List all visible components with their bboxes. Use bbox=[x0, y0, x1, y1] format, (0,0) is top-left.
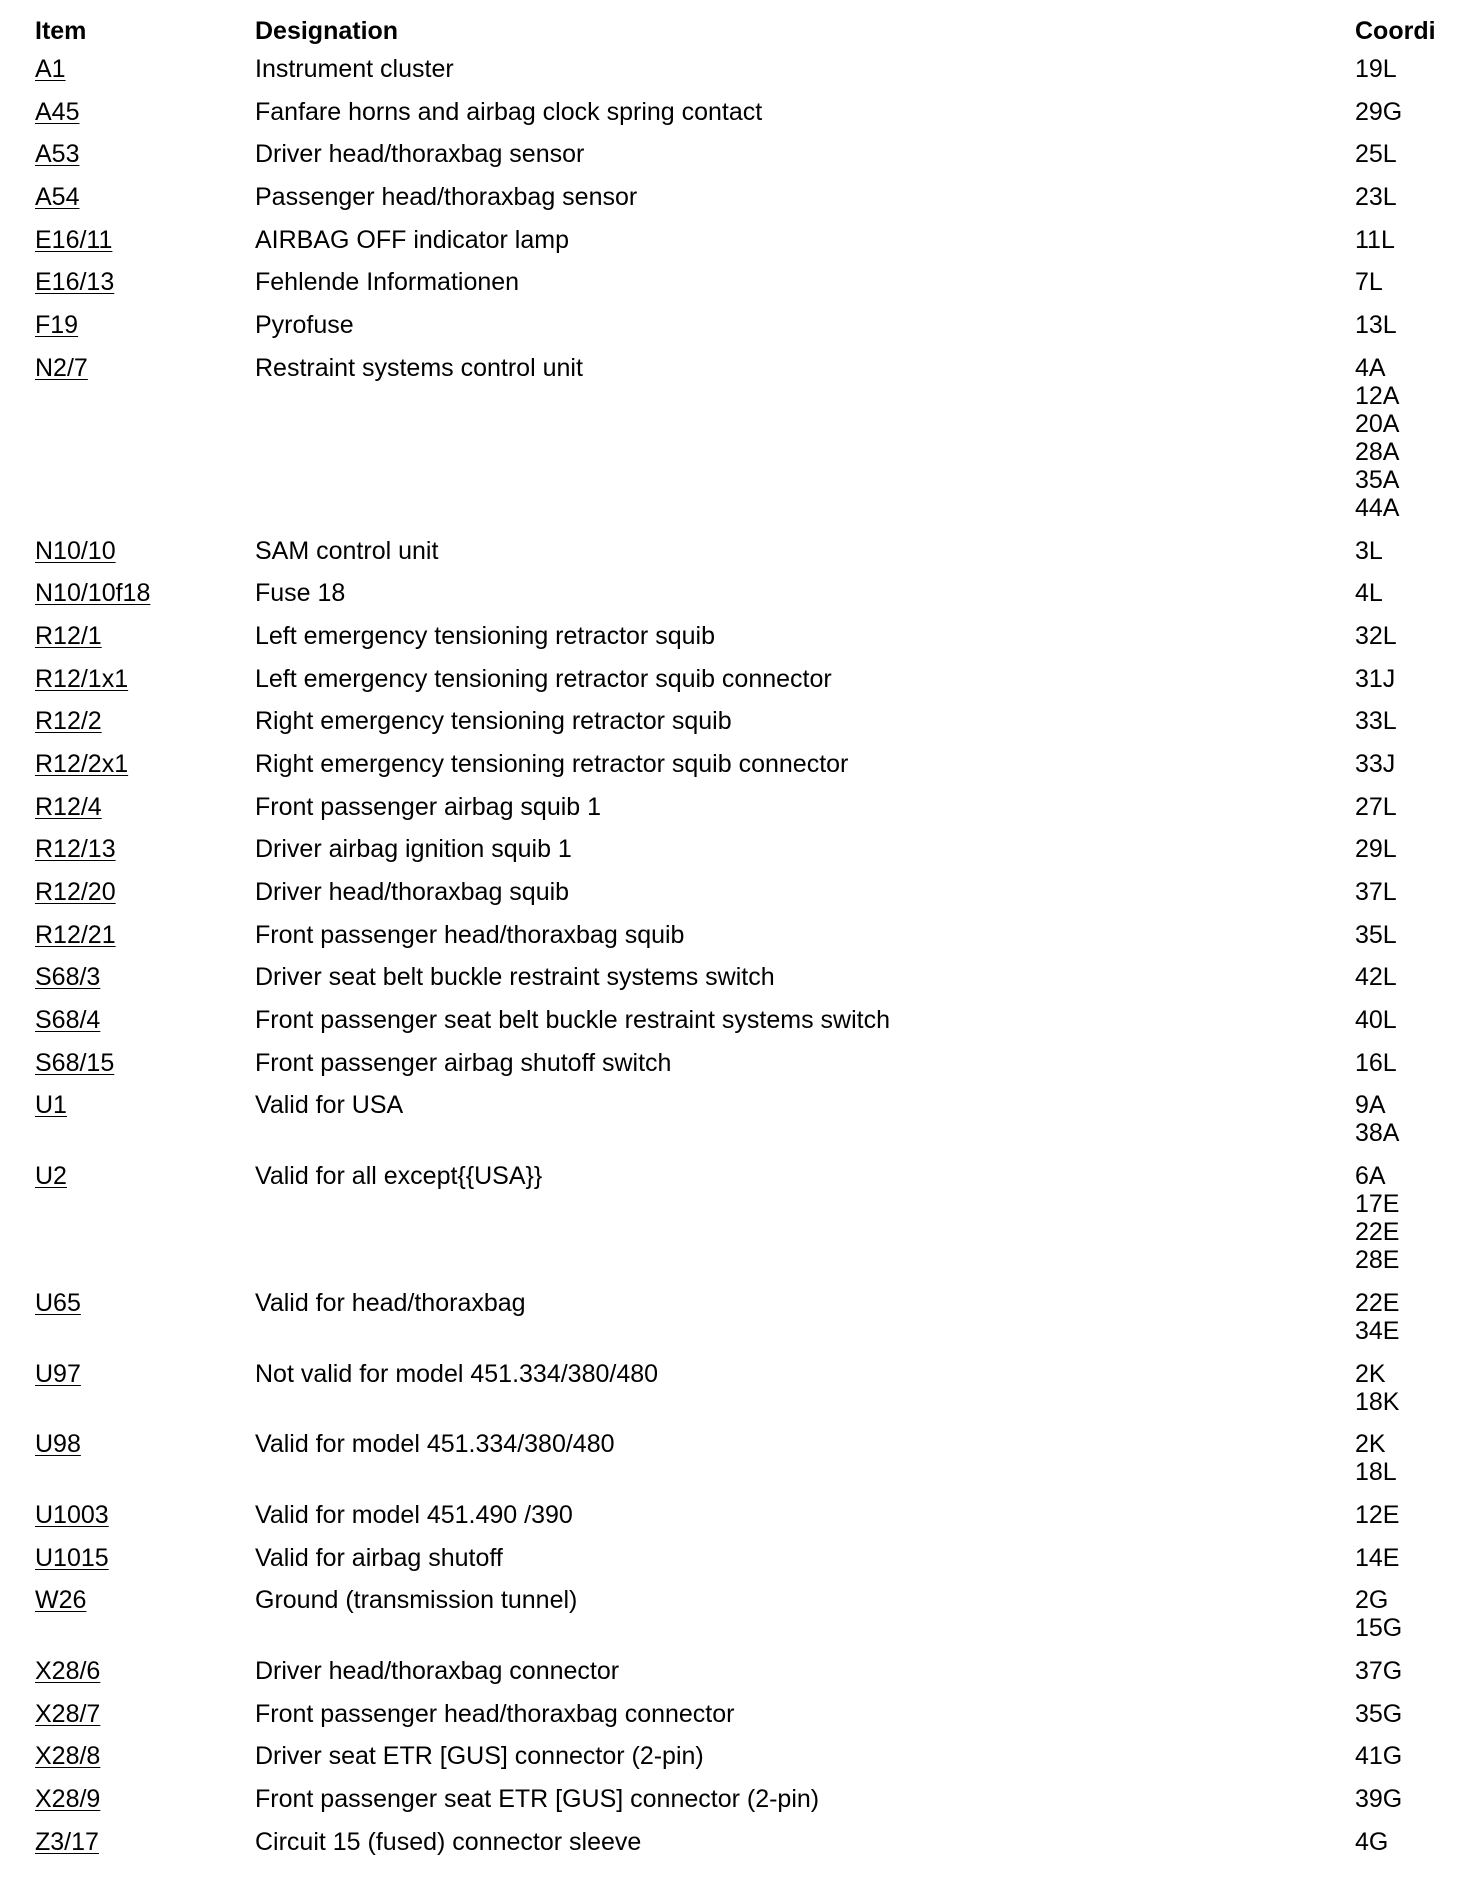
coordinates-cell: 4L bbox=[1355, 579, 1383, 608]
coordinates-cell: 33L bbox=[1355, 707, 1397, 736]
coordinates-cell: 29G bbox=[1355, 97, 1403, 126]
designation-cell: Driver airbag ignition squib 1 bbox=[255, 835, 572, 864]
designation-cell: Driver head/thoraxbag squib bbox=[255, 878, 570, 906]
item-cell bbox=[35, 1501, 255, 1544]
coordinates-cell: 2K 18L bbox=[1355, 1430, 1397, 1487]
designation-cell: Front passenger seat belt buckle restraint systems switch bbox=[255, 1006, 890, 1035]
table-row bbox=[35, 55, 1472, 98]
coordinates-cell: 9A 38A bbox=[1355, 1091, 1400, 1148]
component-legend-table bbox=[35, 17, 1472, 1870]
coordinates-column-header: Coordi bbox=[1355, 17, 1436, 45]
item-cell bbox=[35, 921, 255, 964]
table-row bbox=[35, 1162, 1472, 1289]
item-link[interactable]: E16/11 bbox=[35, 225, 113, 254]
item-cell bbox=[35, 665, 255, 708]
table-row bbox=[35, 1091, 1472, 1162]
item-cell bbox=[35, 268, 255, 311]
coordinates-cell: 37L bbox=[1355, 878, 1397, 906]
item-cell bbox=[35, 1049, 255, 1092]
designation-cell: Not valid for model 451.334/380/480 bbox=[255, 1359, 659, 1388]
item-cell bbox=[35, 1091, 255, 1162]
item-link[interactable]: A1 bbox=[35, 55, 66, 83]
item-link[interactable]: S68/15 bbox=[35, 1048, 115, 1077]
item-link[interactable]: U1015 bbox=[35, 1543, 109, 1572]
table-row bbox=[35, 878, 1472, 921]
item-link[interactable]: R12/13 bbox=[35, 835, 116, 864]
designation-cell: Driver head/thoraxbag connector bbox=[255, 1656, 620, 1685]
coordinates-cell: 2K 18K bbox=[1355, 1359, 1400, 1416]
coordinates-cell: 39G bbox=[1355, 1785, 1403, 1813]
coordinates-cell: 41G bbox=[1355, 1742, 1403, 1771]
item-cell bbox=[35, 793, 255, 836]
item-cell bbox=[35, 1700, 255, 1743]
coordinates-cell: 19L bbox=[1355, 55, 1397, 83]
item-link[interactable]: U97 bbox=[35, 1359, 81, 1388]
item-link[interactable]: Z3/17 bbox=[35, 1827, 99, 1856]
designation-cell: Restraint systems control unit bbox=[255, 353, 583, 382]
designation-cell: Valid for model 451.490 /390 bbox=[255, 1500, 573, 1529]
table-row bbox=[35, 183, 1472, 226]
designation-cell: Fehlende Informationen bbox=[255, 268, 520, 297]
designation-cell: Valid for head/thoraxbag bbox=[255, 1288, 526, 1317]
table-row bbox=[35, 750, 1472, 793]
designation-cell: Front passenger head/thoraxbag connector bbox=[255, 1699, 735, 1728]
item-cell bbox=[35, 1586, 255, 1657]
table-row bbox=[35, 1006, 1472, 1049]
item-cell bbox=[35, 579, 255, 622]
table-row bbox=[35, 1501, 1472, 1544]
designation-cell: Fuse 18 bbox=[255, 579, 346, 608]
table-row bbox=[35, 1544, 1472, 1587]
designation-cell: Valid for all except{{USA}} bbox=[255, 1162, 543, 1191]
designation-cell: Circuit 15 (fused) connector sleeve bbox=[255, 1827, 642, 1856]
item-cell bbox=[35, 963, 255, 1006]
table-row bbox=[35, 707, 1472, 750]
table-row bbox=[35, 311, 1472, 354]
item-cell bbox=[35, 1785, 255, 1828]
table-row bbox=[35, 268, 1472, 311]
table-row bbox=[35, 1289, 1472, 1360]
item-column-header: Item bbox=[35, 17, 87, 45]
item-cell bbox=[35, 835, 255, 878]
coordinates-cell: 7L bbox=[1355, 268, 1383, 297]
designation-cell: AIRBAG OFF indicator lamp bbox=[255, 225, 569, 254]
item-cell bbox=[35, 1544, 255, 1587]
coordinates-cell: 37G bbox=[1355, 1656, 1403, 1685]
item-cell bbox=[35, 1742, 255, 1785]
table-row bbox=[35, 1828, 1472, 1871]
coordinates-cell: 2G 15G bbox=[1355, 1586, 1403, 1643]
coordinates-cell: 35G bbox=[1355, 1699, 1403, 1728]
designation-cell: Instrument cluster bbox=[255, 55, 454, 83]
designation-cell: Valid for USA bbox=[255, 1091, 404, 1120]
item-link[interactable]: F19 bbox=[35, 311, 79, 340]
designation-cell: Left emergency tensioning retractor squib connector bbox=[255, 664, 832, 693]
item-cell bbox=[35, 707, 255, 750]
coordinates-cell: 3L bbox=[1355, 536, 1383, 565]
item-cell bbox=[35, 878, 255, 921]
item-link[interactable]: R12/2x1 bbox=[35, 749, 129, 778]
item-cell bbox=[35, 183, 255, 226]
table-header bbox=[35, 17, 1472, 55]
item-cell bbox=[35, 55, 255, 98]
coordinates-cell: 6A 17E 22E 28E bbox=[1355, 1162, 1400, 1275]
item-link[interactable]: R12/20 bbox=[35, 878, 116, 906]
table-row bbox=[35, 835, 1472, 878]
table-row bbox=[35, 921, 1472, 964]
coordinates-cell: 42L bbox=[1355, 963, 1397, 992]
item-link[interactable]: R12/1x1 bbox=[35, 664, 129, 693]
coordinates-cell: 16L bbox=[1355, 1048, 1397, 1077]
table-row bbox=[35, 665, 1472, 708]
item-link[interactable]: U65 bbox=[35, 1288, 81, 1317]
item-cell bbox=[35, 750, 255, 793]
table-body bbox=[35, 55, 1472, 1870]
table-row bbox=[35, 1586, 1472, 1657]
coordinates-cell: 12E bbox=[1355, 1500, 1400, 1529]
item-cell bbox=[35, 1430, 255, 1501]
item-link[interactable]: N10/10 bbox=[35, 536, 116, 565]
designation-cell: Right emergency tensioning retractor squib connector bbox=[255, 749, 849, 778]
designation-cell: Right emergency tensioning retractor squib bbox=[255, 707, 732, 736]
item-cell bbox=[35, 1828, 255, 1871]
coordinates-cell: 13L bbox=[1355, 311, 1397, 340]
coordinates-cell: 23L bbox=[1355, 183, 1397, 212]
coordinates-cell: 40L bbox=[1355, 1006, 1397, 1035]
header-row bbox=[35, 17, 1472, 55]
item-link[interactable]: R12/4 bbox=[35, 792, 102, 821]
item-link[interactable]: S68/3 bbox=[35, 963, 101, 992]
coordinates-cell: 31J bbox=[1355, 664, 1396, 693]
item-cell bbox=[35, 1162, 255, 1289]
designation-cell: Driver seat ETR [GUS] connector (2-pin) bbox=[255, 1742, 704, 1771]
item-link[interactable]: X28/9 bbox=[35, 1785, 101, 1813]
table-row bbox=[35, 1742, 1472, 1785]
item-link[interactable]: U1003 bbox=[35, 1500, 109, 1529]
table-row bbox=[35, 537, 1472, 580]
item-link[interactable]: U98 bbox=[35, 1430, 81, 1459]
coordinates-cell: 33J bbox=[1355, 749, 1396, 778]
coordinates-cell: 29L bbox=[1355, 835, 1397, 864]
item-cell bbox=[35, 226, 255, 269]
item-link[interactable]: A53 bbox=[35, 140, 80, 169]
item-link[interactable]: X28/6 bbox=[35, 1656, 101, 1685]
coordinates-cell: 27L bbox=[1355, 792, 1397, 821]
item-link[interactable]: X28/7 bbox=[35, 1699, 101, 1728]
item-link[interactable]: A45 bbox=[35, 97, 80, 126]
item-cell bbox=[35, 1289, 255, 1360]
item-cell bbox=[35, 537, 255, 580]
coordinates-cell: 11L bbox=[1355, 225, 1395, 254]
item-link[interactable]: A54 bbox=[35, 183, 80, 212]
designation-cell: Driver head/thoraxbag sensor bbox=[255, 140, 585, 169]
item-link[interactable]: U1 bbox=[35, 1091, 67, 1120]
item-cell bbox=[35, 140, 255, 183]
item-link[interactable]: R12/21 bbox=[35, 920, 116, 949]
coordinates-cell: 32L bbox=[1355, 621, 1397, 650]
item-cell bbox=[35, 1006, 255, 1049]
designation-cell: Valid for airbag shutoff bbox=[255, 1543, 503, 1572]
designation-cell: Valid for model 451.334/380/480 bbox=[255, 1430, 615, 1459]
designation-cell: Pyrofuse bbox=[255, 311, 354, 340]
designation-cell: Front passenger head/thoraxbag squib bbox=[255, 920, 685, 949]
coordinates-cell: 14E bbox=[1355, 1543, 1400, 1572]
coordinates-cell: 25L bbox=[1355, 140, 1397, 169]
table-row bbox=[35, 622, 1472, 665]
item-link[interactable]: R12/1 bbox=[35, 621, 102, 650]
coordinates-cell: 4G bbox=[1355, 1827, 1389, 1856]
designation-cell: Passenger head/thoraxbag sensor bbox=[255, 183, 638, 212]
item-cell bbox=[35, 1657, 255, 1700]
item-link[interactable]: X28/8 bbox=[35, 1742, 101, 1771]
coordinates-cell: 22E 34E bbox=[1355, 1288, 1400, 1345]
designation-cell: Driver seat belt buckle restraint systems switch bbox=[255, 963, 775, 992]
table-row bbox=[35, 1657, 1472, 1700]
table-row bbox=[35, 354, 1472, 537]
item-link[interactable]: N2/7 bbox=[35, 353, 88, 382]
table-row bbox=[35, 793, 1472, 836]
designation-column-header: Designation bbox=[255, 17, 399, 45]
designation-cell: Left emergency tensioning retractor squib bbox=[255, 621, 715, 650]
designation-cell: Ground (transmission tunnel) bbox=[255, 1586, 578, 1615]
coordinates-cell: 35L bbox=[1355, 920, 1397, 949]
table-row bbox=[35, 579, 1472, 622]
item-cell bbox=[35, 98, 255, 141]
table-row bbox=[35, 1360, 1472, 1431]
designation-cell: Front passenger airbag shutoff switch bbox=[255, 1048, 672, 1077]
item-link[interactable]: U2 bbox=[35, 1162, 67, 1191]
designation-cell: Fanfare horns and airbag clock spring contact bbox=[255, 97, 763, 126]
table-row bbox=[35, 226, 1472, 269]
table-row bbox=[35, 1785, 1472, 1828]
table-row bbox=[35, 98, 1472, 141]
item-cell bbox=[35, 1360, 255, 1431]
item-link[interactable]: E16/13 bbox=[35, 268, 115, 297]
coordinates-cell: 4A 12A 20A 28A 35A 44A bbox=[1355, 353, 1400, 522]
designation-cell: SAM control unit bbox=[255, 536, 439, 565]
item-cell bbox=[35, 622, 255, 665]
item-link[interactable]: N10/10f18 bbox=[35, 579, 151, 608]
table-row bbox=[35, 140, 1472, 183]
table-row bbox=[35, 1700, 1472, 1743]
item-link[interactable]: R12/2 bbox=[35, 707, 102, 736]
table-row bbox=[35, 963, 1472, 1006]
table-row bbox=[35, 1430, 1472, 1501]
item-link[interactable]: W26 bbox=[35, 1586, 87, 1615]
item-cell bbox=[35, 354, 255, 537]
table-row bbox=[35, 1049, 1472, 1092]
designation-cell: Front passenger airbag squib 1 bbox=[255, 792, 602, 821]
item-cell bbox=[35, 311, 255, 354]
item-link[interactable]: S68/4 bbox=[35, 1006, 101, 1035]
designation-cell: Front passenger seat ETR [GUS] connector (2-pin) bbox=[255, 1785, 820, 1813]
